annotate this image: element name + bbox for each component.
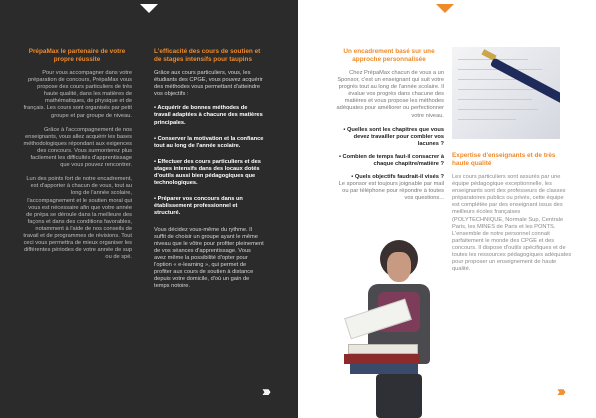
paragraph: Pour vous accompagner dans votre préparation de concours, PrépaMax vous propose des cours particuliers de très haute qualité, dans les matières de mathématiques, de physique et de français. Les cours sont organisés par petit groupe et par groupe de niveau. [23,70,132,119]
question-item: • Quels objectifs faudrait-il visés ? [351,174,444,181]
heading-efficacite: L'efficacité des cours de soutien et de stages intensifs pour taupins [154,48,261,63]
paragraph: Grâce aux cours particuliers, vous, les étudiants des CPGE, vous pouvez acquérir des méthodes vous permettant d'atteindre vos objectifs : [154,70,263,98]
triangle-marker-icon [436,4,454,13]
bullet-item: • Effectuer des cours particuliers et des stages intensifs dans des locaux dotés d'outils aussi bien pédagogiques que technologiques. [154,158,261,187]
heading-expertise: Expertise d'enseignants et de très haute qualité [452,152,556,167]
next-chevron-icon: ››› [557,383,563,400]
student-reading-photo [338,240,458,418]
column-encadrement [334,48,444,210]
paragraph: Les cours particuliers sont assurés par une équipe pédagogique exceptionnelle, les enseignants sont des professeurs de classes préparatoires publics ou privés, cette équipe est complétée par des enseignant issus des meilleurs écoles françaises (POLYTECHNIQUE, Normale Sup, Centrale Paris, les MINES de Paris et les PONTS. L'ensemble de notre personnel connait parfaitement le monde des CPGE et des concours. Il dispose d'outils spécifiques et de toutes les ressources pédagogiques adéquates pour proposer un enseignement de haute qualité. [452,174,572,273]
paragraph: Vous décidez vous-même du rythme. Il suffit de choisir un groupe ayant le même niveau que le vôtre pour profiter pleinement de vos séances d'apprentissage. Vous avez même la possibilité d'opter pour l'option « e-learning », qui permet de profiter aux cours de soutien à distance depuis votre domicile, d'où un gain de temps notoire. [154,226,264,290]
question-item: • Combien de temps faut-il consacrer à chaque chapitre/matière ? [338,153,444,168]
bullet-item: • Acquérir de bonnes méthodes de travail adaptées à chacune des matières principales. [154,105,263,126]
paragraph: Grâce à l'accompagnement de nos enseignants, vous allez acquérir les bases méthodologiques répondant aux exigences des concours. Vous surmonterez plus facilement les difficultés d'apprentissage que vous pouvez rencontrer. [23,126,132,169]
bullet-item: • Préparer vos concours dans un établissement professionnel et structuré. [154,196,243,217]
column-partner [22,48,132,268]
next-chevron-icon: ››› [262,383,268,400]
column-efficacite [154,48,264,297]
heading-encadrement: Un encadrement basé sur une approche personnalisée [343,48,435,63]
paragraph: Le sponsor est toujours joignable par mail ou par téléphone pour répondre à toutes vos questions... [338,181,444,202]
bullet-item: • Conserver la motivation et la confiance tout au long de l'année scolaire. [154,135,264,149]
column-expertise [452,152,572,280]
paragraph: Chez PrépaMax chacun de vous a un Sponsor, c'est un enseignant qui suit votre progrès tout au long de l'année scolaire. Il évalue vos progrès dans chacune des matières et vous propose les méthodes adéquates pour améliorer ou perfectionner votre niveau. [336,70,444,119]
paragraph: Lun des points fort de notre encadrement, est d'apporter à chacun de vous, tout au long de l'année scolaire, l'accompagnement et le soutien moral qui vous est nécessaire afin que votre année de prépa se déroule dans la meilleure des façons et dans des conditions favorables, notamment à l'aide de nos conseils de travail et de programmes de révisions. Tout ceci vous permettra de mieux organiser les différentes périodes de votre année de sup ou de spé. [23,176,132,261]
triangle-marker-icon [140,4,158,13]
question-item: • Quelles sont les chapitres que vous devez travailler pour combler vos lacunes ? [343,126,444,147]
heading-partner: PrépaMax le partenaire de votre propre réussite [28,48,126,63]
pen-photo [452,47,560,139]
